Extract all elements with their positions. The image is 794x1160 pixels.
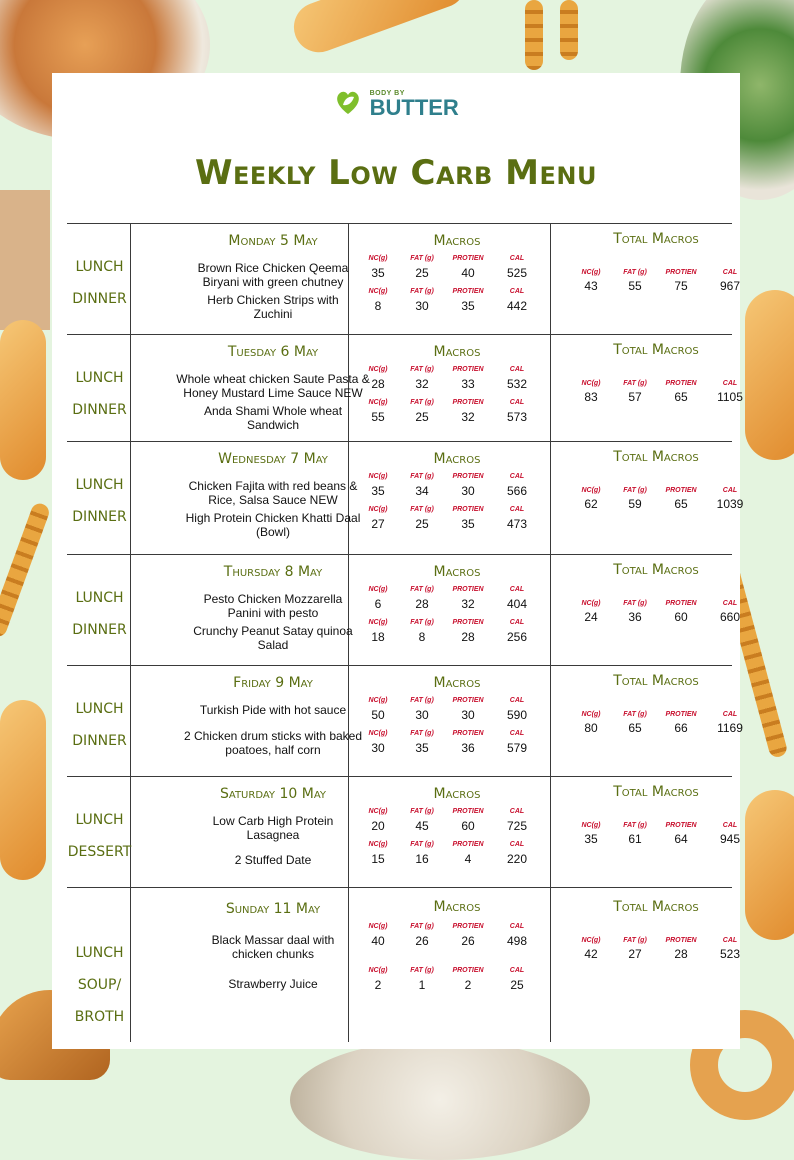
- total-value: 35: [584, 832, 598, 846]
- total-header: FAT (g): [623, 487, 647, 494]
- macro-value: 26: [415, 934, 429, 948]
- total-header: PROTIEN: [665, 937, 697, 944]
- macro-header: FAT (g): [410, 697, 434, 704]
- macro-header: PROTIEN: [452, 366, 484, 373]
- col-divider: [130, 441, 131, 554]
- day-row: [67, 223, 741, 334]
- macro-value: 532: [506, 377, 528, 391]
- total-value: 65: [674, 390, 688, 404]
- meal-label-2: DINNER: [72, 622, 127, 638]
- col-divider: [130, 776, 131, 887]
- total-value: 967: [719, 279, 741, 293]
- macro-value: 28: [461, 630, 475, 644]
- meal-label-2: DESSERT: [67, 844, 132, 860]
- macros-title: Macros: [433, 786, 481, 802]
- macro-value: 34: [415, 484, 429, 498]
- page-title: Weekly Low Carb Menu: [195, 153, 597, 193]
- total-header: CAL: [722, 822, 738, 829]
- meal-label-2: DINNER: [72, 509, 127, 525]
- col-divider: [130, 554, 131, 665]
- total-header: FAT (g): [623, 822, 647, 829]
- total-value: 60: [674, 610, 688, 624]
- col-divider: [550, 554, 551, 665]
- day-row: [67, 887, 741, 1042]
- row-divider: [67, 665, 732, 666]
- total-macros-title: Total Macros: [613, 231, 699, 247]
- meal-label-2: DINNER: [72, 291, 127, 307]
- day-title: Friday 9 May: [233, 675, 313, 691]
- macro-header: FAT (g): [410, 506, 434, 513]
- day-title: Monday 5 May: [228, 233, 318, 249]
- macro-value: 40: [371, 934, 385, 948]
- total-header: PROTIEN: [665, 600, 697, 607]
- total-header: PROTIEN: [665, 711, 697, 718]
- meal-label-2: SOUP/: [77, 977, 122, 993]
- macro-header: PROTIEN: [452, 730, 484, 737]
- total-value: 61: [628, 832, 642, 846]
- macro-value: 566: [506, 484, 528, 498]
- total-macros-title: Total Macros: [613, 449, 699, 465]
- total-value: 80: [584, 721, 598, 735]
- macro-value: 35: [461, 299, 475, 313]
- macro-header: FAT (g): [410, 808, 434, 815]
- macro-header: CAL: [509, 473, 525, 480]
- col-divider: [130, 334, 131, 441]
- macro-header: PROTIEN: [452, 841, 484, 848]
- dish-line: Rice, Salsa Sauce NEW: [208, 493, 338, 507]
- col-divider: [550, 334, 551, 441]
- macro-value: 220: [506, 852, 528, 866]
- total-value: 55: [628, 279, 642, 293]
- meal-label-1: LUNCH: [75, 370, 124, 386]
- baguette-image: [0, 700, 46, 880]
- total-header: CAL: [722, 269, 738, 276]
- dish-line: Brown Rice Chicken Qeema: [197, 261, 349, 275]
- macro-header: CAL: [509, 923, 525, 930]
- meal-label-1: LUNCH: [75, 477, 124, 493]
- day-row: [67, 441, 744, 554]
- macro-header: FAT (g): [410, 288, 434, 295]
- macro-value: 36: [461, 741, 475, 755]
- macro-header: NC(g): [368, 586, 388, 593]
- macro-header: CAL: [509, 366, 525, 373]
- macro-value: 404: [506, 597, 528, 611]
- total-header: CAL: [722, 711, 738, 718]
- heart-leaf-icon: [333, 87, 363, 122]
- day-row: [67, 554, 741, 665]
- macro-value: 25: [415, 410, 429, 424]
- macro-header: FAT (g): [410, 923, 434, 930]
- dish-line: 2 Stuffed Date: [234, 853, 312, 867]
- col-divider: [550, 223, 551, 334]
- macro-value: 26: [461, 934, 475, 948]
- baguette-image: [0, 320, 46, 480]
- brand-logo: [52, 87, 740, 122]
- macro-header: PROTIEN: [452, 808, 484, 815]
- macro-value: 442: [506, 299, 528, 313]
- macro-value: 8: [418, 630, 426, 644]
- menu-sheet: [52, 73, 744, 1049]
- macro-header: NC(g): [368, 473, 388, 480]
- macro-value: 35: [371, 266, 385, 280]
- day-title: Thursday 8 May: [223, 564, 323, 580]
- macro-header: NC(g): [368, 841, 388, 848]
- dish-line: Biryani with green chutney: [202, 275, 344, 289]
- total-value: 42: [584, 947, 598, 961]
- dish-line: Black Massar daal with: [211, 933, 335, 947]
- total-macros-title: Total Macros: [613, 784, 699, 800]
- total-header: NC(g): [581, 269, 601, 276]
- day-row: [67, 665, 743, 776]
- row-divider: [67, 776, 732, 777]
- total-value: 1105: [717, 390, 743, 404]
- total-header: NC(g): [581, 600, 601, 607]
- meal-label-2: DINNER: [72, 402, 127, 418]
- macro-value: 20: [371, 819, 385, 833]
- macro-header: NC(g): [368, 697, 388, 704]
- macro-value: 30: [415, 299, 429, 313]
- total-value: 24: [584, 610, 598, 624]
- dish-line: Panini with pesto: [227, 606, 319, 620]
- dish-line: poatoes, half corn: [225, 743, 321, 757]
- total-value: 36: [628, 610, 642, 624]
- macro-value: 18: [371, 630, 385, 644]
- meal-label-1: LUNCH: [75, 812, 124, 828]
- macro-header: FAT (g): [410, 619, 434, 626]
- macro-header: PROTIEN: [452, 697, 484, 704]
- macro-header: FAT (g): [410, 255, 434, 262]
- macros-title: Macros: [433, 899, 481, 915]
- dish-line: Salad: [257, 638, 289, 652]
- macro-value: 590: [506, 708, 528, 722]
- macro-value: 30: [461, 484, 475, 498]
- total-header: CAL: [722, 487, 738, 494]
- macro-value: 35: [415, 741, 429, 755]
- macro-header: CAL: [509, 619, 525, 626]
- macro-header: PROTIEN: [452, 255, 484, 262]
- macro-header: CAL: [509, 586, 525, 593]
- wheat-image: [560, 0, 578, 60]
- bread-image: [745, 790, 794, 940]
- total-value: 57: [628, 390, 642, 404]
- macro-header: NC(g): [368, 255, 388, 262]
- macro-value: 35: [461, 517, 475, 531]
- macro-value: 55: [371, 410, 385, 424]
- macro-value: 4: [464, 852, 472, 866]
- total-value: 1039: [716, 497, 744, 511]
- meal-label-1: LUNCH: [75, 701, 124, 717]
- macro-value: 32: [461, 410, 475, 424]
- macro-header: NC(g): [368, 619, 388, 626]
- dish-line: 2 Chicken drum sticks with baked: [183, 729, 363, 743]
- total-value: 64: [674, 832, 688, 846]
- macro-value: 25: [415, 517, 429, 531]
- col-divider: [550, 441, 551, 554]
- macro-value: 2: [374, 978, 382, 992]
- macro-header: CAL: [509, 288, 525, 295]
- dish-line: (Bowl): [255, 525, 290, 539]
- bread-image: [287, 0, 473, 59]
- macro-header: FAT (g): [410, 366, 434, 373]
- row-divider: [67, 887, 732, 888]
- macro-value: 28: [415, 597, 429, 611]
- dish-line: Strawberry Juice: [228, 977, 318, 991]
- total-header: FAT (g): [623, 269, 647, 276]
- macro-value: 2: [464, 978, 472, 992]
- meal-label-1: LUNCH: [75, 590, 124, 606]
- macro-header: FAT (g): [410, 967, 434, 974]
- total-macros-title: Total Macros: [613, 342, 699, 358]
- meal-label-2: DINNER: [72, 733, 127, 749]
- total-header: FAT (g): [623, 711, 647, 718]
- macro-header: NC(g): [368, 730, 388, 737]
- macro-value: 32: [415, 377, 429, 391]
- macro-header: PROTIEN: [452, 923, 484, 930]
- dish-line: Zuchini: [253, 307, 293, 321]
- paper-bag-image: [0, 190, 50, 330]
- macro-header: CAL: [509, 808, 525, 815]
- total-header: NC(g): [581, 380, 601, 387]
- day-title: Tuesday 6 May: [227, 344, 319, 360]
- macro-header: PROTIEN: [452, 399, 484, 406]
- day-row: [67, 334, 743, 441]
- total-header: PROTIEN: [665, 822, 697, 829]
- total-value: 523: [719, 947, 741, 961]
- macro-value: 579: [506, 741, 528, 755]
- macro-header: CAL: [509, 841, 525, 848]
- wheat-image: [525, 0, 543, 70]
- dish-line: Anda Shami Whole wheat: [203, 404, 343, 418]
- wheat-image: [0, 501, 51, 639]
- total-header: CAL: [722, 380, 738, 387]
- day-row: [67, 776, 741, 887]
- total-header: CAL: [722, 600, 738, 607]
- macro-value: 1: [418, 978, 426, 992]
- macro-value: 15: [371, 852, 385, 866]
- dish-line: Low Carb High Protein: [212, 814, 334, 828]
- macro-value: 473: [506, 517, 528, 531]
- dish-line: Turkish Pide with hot sauce: [199, 703, 347, 717]
- total-value: 75: [674, 279, 688, 293]
- brand-top: BODY BY: [369, 90, 405, 97]
- macro-value: 35: [371, 484, 385, 498]
- macro-header: FAT (g): [410, 730, 434, 737]
- macros-title: Macros: [433, 344, 481, 360]
- macro-header: PROTIEN: [452, 586, 484, 593]
- dish-line: Whole wheat chicken Saute Pasta &: [176, 372, 370, 386]
- day-title: Sunday 11 May: [225, 901, 321, 917]
- macro-value: 60: [461, 819, 475, 833]
- macro-header: CAL: [509, 967, 525, 974]
- macro-header: NC(g): [368, 399, 388, 406]
- row-divider: [67, 223, 732, 224]
- total-value: 59: [628, 497, 642, 511]
- macro-value: 30: [415, 708, 429, 722]
- macro-header: CAL: [509, 697, 525, 704]
- macro-header: PROTIEN: [452, 619, 484, 626]
- macro-header: FAT (g): [410, 473, 434, 480]
- macro-header: FAT (g): [410, 399, 434, 406]
- macro-header: PROTIEN: [452, 473, 484, 480]
- macro-value: 27: [371, 517, 385, 531]
- dish-line: Sandwich: [246, 418, 300, 432]
- macro-value: 525: [506, 266, 528, 280]
- macro-value: 30: [461, 708, 475, 722]
- macro-header: FAT (g): [410, 586, 434, 593]
- macro-value: 6: [374, 597, 382, 611]
- total-value: 83: [584, 390, 598, 404]
- total-macros-title: Total Macros: [613, 562, 699, 578]
- row-divider: [67, 554, 732, 555]
- dish-line: Pesto Chicken Mozzarella: [203, 592, 343, 606]
- macro-value: 498: [506, 934, 528, 948]
- hummus-bowl-image: [290, 1040, 590, 1160]
- macro-value: 33: [461, 377, 475, 391]
- total-header: NC(g): [581, 711, 601, 718]
- total-value: 945: [719, 832, 741, 846]
- macro-value: 50: [371, 708, 385, 722]
- macro-header: NC(g): [368, 967, 388, 974]
- macro-header: CAL: [509, 730, 525, 737]
- meal-label-1: LUNCH: [75, 945, 124, 961]
- macro-header: PROTIEN: [452, 288, 484, 295]
- total-value: 660: [719, 610, 741, 624]
- total-header: FAT (g): [623, 600, 647, 607]
- macros-title: Macros: [433, 233, 481, 249]
- macro-header: NC(g): [368, 506, 388, 513]
- total-value: 1169: [717, 721, 743, 735]
- dish-line: Herb Chicken Strips with: [207, 293, 339, 307]
- total-header: PROTIEN: [665, 380, 697, 387]
- total-value: 65: [674, 497, 688, 511]
- meal-label-2: BROTH: [74, 1009, 125, 1025]
- col-divider: [550, 665, 551, 776]
- total-value: 65: [628, 721, 642, 735]
- dish-line: chicken chunks: [231, 947, 315, 961]
- macro-header: FAT (g): [410, 841, 434, 848]
- total-header: PROTIEN: [665, 269, 697, 276]
- macro-value: 256: [506, 630, 528, 644]
- total-value: 27: [628, 947, 642, 961]
- macro-value: 40: [461, 266, 475, 280]
- day-title: Saturday 10 May: [220, 786, 326, 802]
- col-divider: [130, 665, 131, 776]
- total-header: PROTIEN: [665, 487, 697, 494]
- macros-title: Macros: [433, 564, 481, 580]
- row-divider: [67, 334, 732, 335]
- macro-value: 573: [506, 410, 528, 424]
- macros-title: Macros: [433, 451, 481, 467]
- macro-header: NC(g): [368, 808, 388, 815]
- total-header: FAT (g): [623, 937, 647, 944]
- macro-header: CAL: [509, 506, 525, 513]
- macro-value: 30: [371, 741, 385, 755]
- dish-line: Lasagnea: [246, 828, 300, 842]
- total-header: NC(g): [581, 822, 601, 829]
- col-divider: [550, 776, 551, 887]
- macro-value: 32: [461, 597, 475, 611]
- bread-image: [745, 290, 794, 460]
- brand-name: BUTTER: [369, 95, 459, 120]
- macro-value: 16: [415, 852, 429, 866]
- total-header: NC(g): [581, 937, 601, 944]
- dish-line: Crunchy Peanut Satay quinoa: [193, 624, 353, 638]
- day-title: Wednesday 7 May: [218, 451, 328, 467]
- macro-header: PROTIEN: [452, 967, 484, 974]
- total-value: 66: [674, 721, 688, 735]
- col-divider: [550, 887, 551, 1042]
- meal-label-1: LUNCH: [75, 259, 124, 275]
- total-value: 43: [584, 279, 598, 293]
- dish-line: Chicken Fajita with red beans &: [188, 479, 358, 493]
- total-header: CAL: [722, 937, 738, 944]
- dish-line: High Protein Chicken Khatti Daal: [185, 511, 361, 525]
- total-value: 62: [584, 497, 598, 511]
- dish-line: Honey Mustard Lime Sauce NEW: [183, 386, 363, 400]
- macro-header: NC(g): [368, 366, 388, 373]
- macro-value: 45: [415, 819, 429, 833]
- total-value: 28: [674, 947, 688, 961]
- macro-value: 25: [510, 978, 524, 992]
- macro-value: 725: [506, 819, 528, 833]
- macro-header: CAL: [509, 255, 525, 262]
- macros-title: Macros: [433, 675, 481, 691]
- macro-header: NC(g): [368, 288, 388, 295]
- total-macros-title: Total Macros: [613, 899, 699, 915]
- macro-header: PROTIEN: [452, 506, 484, 513]
- macro-value: 8: [374, 299, 382, 313]
- total-header: NC(g): [581, 487, 601, 494]
- total-macros-title: Total Macros: [613, 673, 699, 689]
- macro-value: 25: [415, 266, 429, 280]
- total-header: FAT (g): [623, 380, 647, 387]
- col-divider: [130, 223, 131, 334]
- macro-value: 28: [371, 377, 385, 391]
- macro-header: CAL: [509, 399, 525, 406]
- row-divider: [67, 441, 732, 442]
- macro-header: NC(g): [368, 923, 388, 930]
